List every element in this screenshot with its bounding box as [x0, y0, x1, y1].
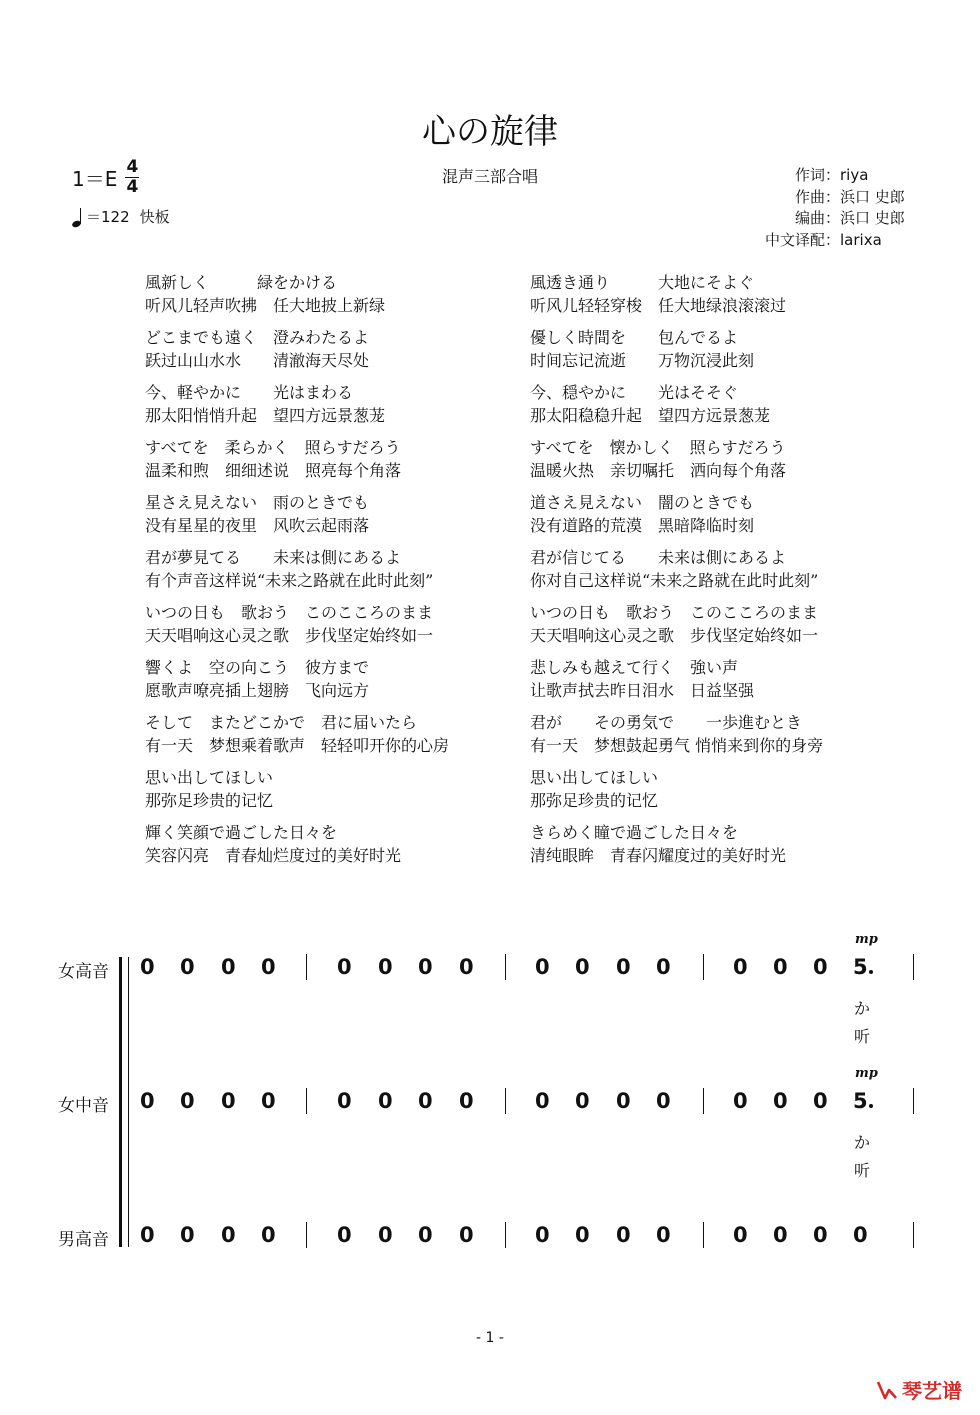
barline: [703, 1222, 704, 1248]
barline: [913, 1088, 914, 1114]
note: 0: [140, 955, 155, 979]
note: 0: [140, 1223, 155, 1247]
tempo-text: 快板: [139, 208, 170, 226]
note: 0: [418, 1223, 433, 1247]
part-label: 男高音: [58, 1230, 109, 1250]
credit-composer: 作曲： 浜口 史郎: [794, 187, 905, 206]
dotted-note-dot: [869, 1104, 873, 1108]
lyric-line-japanese: 思い出してほしい: [530, 768, 659, 787]
lyric-line-chinese: 天天唱响这心灵之歌 步伐坚定始终如一: [530, 626, 819, 645]
lyric-line-japanese: 思い出してほしい: [145, 768, 274, 787]
note: 0: [773, 1223, 788, 1247]
note-lyric-japanese: か: [854, 1133, 871, 1152]
note: 0: [813, 1223, 828, 1247]
tempo-value: ＝122: [86, 208, 130, 226]
barline: [505, 1088, 506, 1114]
lyric-line-japanese: 風新しく 緑をかける: [145, 273, 338, 292]
note: 5: [853, 955, 868, 979]
note: 0: [418, 1089, 433, 1113]
barline: [505, 954, 506, 980]
lyric-line-japanese: 君が信じてる 未来は側にあるよ: [530, 548, 787, 567]
lyric-line-chinese: 听风儿轻声吹拂 任大地披上新绿: [145, 296, 386, 315]
note-lyric-chinese: 听: [854, 1027, 871, 1046]
lyric-line-chinese: 愿歌声嘹亮插上翅膀 飞向远方: [145, 681, 370, 700]
lyric-line-japanese: 優しく時間を 包んでるよ: [530, 328, 739, 347]
note: 0: [459, 955, 474, 979]
lyric-line-chinese: 温柔和煦 细细述说 照亮每个角落: [145, 461, 402, 480]
note: 0: [337, 1089, 352, 1113]
lyric-line-chinese: 清纯眼眸 青春闪耀度过的美好时光: [530, 846, 787, 865]
lyric-line-chinese: 那太阳稳稳升起 望四方远景葱茏: [530, 406, 771, 425]
barline: [306, 1222, 307, 1248]
note: 0: [853, 1223, 868, 1247]
note: 0: [733, 955, 748, 979]
note: 0: [616, 1223, 631, 1247]
note: 0: [656, 955, 671, 979]
note: 0: [261, 1223, 276, 1247]
lyric-line-japanese: 星さえ見えない 雨のときでも: [145, 493, 370, 512]
note: 0: [535, 955, 550, 979]
lyric-line-chinese: 没有道路的荒漠 黑暗降临时刻: [530, 516, 755, 535]
note: 0: [378, 1089, 393, 1113]
lyric-line-japanese: そして またどこかで 君に届いたら: [145, 713, 418, 732]
note: 0: [535, 1223, 550, 1247]
lyric-line-chinese: 温暖火热 亲切嘱托 洒向每个角落: [530, 461, 787, 480]
note: 0: [337, 1223, 352, 1247]
barline: [306, 954, 307, 980]
note: 0: [773, 1089, 788, 1113]
lyric-line-chinese: 让歌声拭去昨日泪水 日益坚强: [530, 681, 755, 700]
lyric-line-chinese: 听风儿轻轻穿梭 任大地绿浪滚滚过: [530, 296, 787, 315]
barline: [505, 1222, 506, 1248]
part-label: 女高音: [58, 962, 109, 982]
lyric-line-japanese: 今、軽やかに 光はまわる: [145, 383, 354, 402]
lyric-line-japanese: いつの日も 歌おう このこころのまま: [145, 603, 434, 622]
note: 0: [337, 955, 352, 979]
lyric-line-japanese: 君が その勇気で 一歩進むとき: [530, 713, 803, 732]
page-title: 心の旋律: [422, 112, 558, 152]
note: 0: [733, 1089, 748, 1113]
lyric-line-chinese: 有一天 梦想乘着歌声 轻轻叩开你的心房: [145, 736, 450, 755]
lyric-line-chinese: 那太阳悄悄升起 望四方远景葱茏: [145, 406, 386, 425]
note: 0: [575, 1089, 590, 1113]
barline: [913, 954, 914, 980]
note: 0: [180, 955, 195, 979]
note: 0: [575, 1223, 590, 1247]
note: 0: [733, 1223, 748, 1247]
note: 0: [221, 1223, 236, 1247]
lyric-line-chinese: 有个声音这样说“未来之路就在此时此刻”: [145, 571, 434, 590]
credit-translator: 中文译配： larixa: [764, 230, 882, 249]
lyric-line-chinese: 有一天 梦想鼓起勇气 悄悄来到你的身旁: [530, 736, 824, 755]
note: 0: [616, 1089, 631, 1113]
note: 0: [813, 955, 828, 979]
note: 0: [535, 1089, 550, 1113]
barline: [703, 954, 704, 980]
lyric-line-japanese: 風透き通り 大地にそよぐ: [530, 273, 755, 292]
lyric-line-japanese: 輝く笑顔で過ごした日々を: [145, 823, 338, 842]
time-top: 4: [126, 157, 139, 177]
lyric-line-chinese: 你对自己这样说“未来之路就在此时此刻”: [530, 571, 819, 590]
note: 0: [221, 1089, 236, 1113]
lyric-line-japanese: いつの日も 歌おう このこころのまま: [530, 603, 819, 622]
part-label: 女中音: [58, 1096, 109, 1116]
lyric-line-japanese: どこまでも遠く 澄みわたるよ: [145, 328, 370, 347]
note-lyric-japanese: か: [854, 999, 871, 1018]
lyric-line-chinese: 没有星星的夜里 风吹云起雨落: [145, 516, 370, 535]
logo-mark-icon: [876, 1379, 898, 1401]
note: 0: [813, 1089, 828, 1113]
note: 0: [180, 1223, 195, 1247]
time-bottom: 4: [126, 177, 139, 197]
note: 0: [616, 955, 631, 979]
lyric-line-chinese: 天天唱响这心灵之歌 步伐坚定始终如一: [145, 626, 434, 645]
note: 0: [459, 1223, 474, 1247]
lyric-line-japanese: 君が夢見てる 未来は側にあるよ: [145, 548, 402, 567]
note: 0: [459, 1089, 474, 1113]
lyric-line-chinese: 跃过山山水水 清澈海天尽处: [145, 351, 370, 370]
note: 0: [261, 955, 276, 979]
logo-text: 琴艺谱: [902, 1379, 962, 1403]
lyric-line-chinese: 时间忘记流逝 万物沉浸此刻: [530, 351, 755, 370]
page-number: - 1 -: [476, 1330, 504, 1346]
note: 0: [773, 955, 788, 979]
lyric-line-chinese: 那弥足珍贵的记忆: [145, 791, 274, 810]
lyric-line-japanese: 悲しみも越えて行く 強い声: [530, 658, 739, 677]
note: 0: [575, 955, 590, 979]
credit-lyricist: 作词： riya: [794, 166, 869, 184]
credit-arranger: 编曲： 浜口 史郎: [794, 209, 905, 227]
note: 0: [418, 955, 433, 979]
dotted-note-dot: [869, 970, 873, 974]
lyric-line-japanese: すべてを 懐かしく 照らすだろう: [530, 438, 786, 457]
lyric-line-japanese: 響くよ 空の向こう 彼方まで: [145, 658, 370, 677]
note: 0: [261, 1089, 276, 1113]
lyric-line-japanese: 今、穏やかに 光はそそぐ: [530, 383, 739, 402]
barline: [306, 1088, 307, 1114]
dynamic-marking: mp: [855, 932, 878, 947]
lyric-line-japanese: 道さえ見えない 闇のときでも: [530, 493, 755, 512]
lyric-line-chinese: 笑容闪亮 青春灿烂度过的美好时光: [145, 846, 402, 865]
lyric-line-japanese: きらめく瞳で過ごした日々を: [530, 823, 739, 842]
lyric-line-japanese: すべてを 柔らかく 照らすだろう: [145, 438, 401, 457]
brand-logo: [876, 1375, 962, 1404]
note: 5: [853, 1089, 868, 1113]
note: 0: [656, 1089, 671, 1113]
subtitle: 混声三部合唱: [441, 167, 538, 186]
lyric-line-chinese: 那弥足珍贵的记忆: [530, 791, 659, 810]
note: 0: [378, 955, 393, 979]
note: 0: [140, 1089, 155, 1113]
note-lyric-chinese: 听: [854, 1161, 871, 1180]
barline: [913, 1222, 914, 1248]
note: 0: [656, 1223, 671, 1247]
key-label: 1＝E: [72, 167, 118, 191]
note: 0: [180, 1089, 195, 1113]
dynamic-marking: mp: [855, 1066, 878, 1081]
barline: [703, 1088, 704, 1114]
note: 0: [378, 1223, 393, 1247]
note: 0: [221, 955, 236, 979]
